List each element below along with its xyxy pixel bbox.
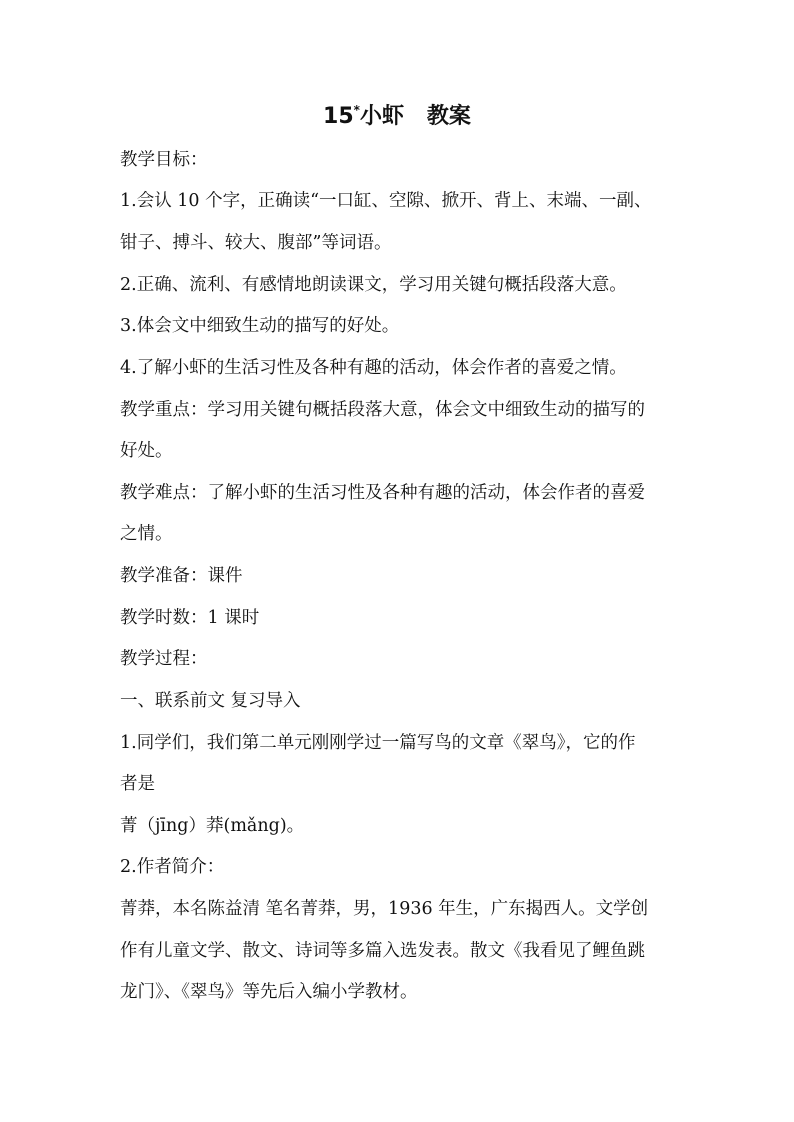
step-1-item-1-line-2: 者是 bbox=[120, 774, 155, 794]
objective-4: 4.了解小虾的生活习性及各种有趣的活动，体会作者的喜爱之情。 bbox=[120, 358, 627, 378]
key-points-line-2: 好处。 bbox=[120, 441, 173, 461]
section-heading-process: 教学过程： bbox=[120, 649, 208, 669]
step-1-item-1-line-1: 1.同学们，我们第二单元刚刚学过一篇写鸟的文章《翠鸟》，它的作 bbox=[120, 733, 636, 753]
author-intro-line-3: 龙门》、《翠鸟》等先后入编小学教材。 bbox=[120, 982, 418, 1002]
class-hours: 教学时数：1 课时 bbox=[120, 608, 260, 628]
preparation: 教学准备：课件 bbox=[120, 566, 243, 586]
key-points-line-1: 教学重点：学习用关键句概括段落大意，体会文中细致生动的描写的 bbox=[120, 400, 645, 420]
title-star: * bbox=[353, 103, 360, 117]
section-heading-objectives: 教学目标： bbox=[120, 150, 208, 170]
title-text: 小虾 教案 bbox=[359, 104, 471, 129]
author-name-pinyin: 菁（jīng）莽(mǎng)。 bbox=[120, 816, 305, 836]
document-title bbox=[0, 101, 794, 133]
author-intro-line-2: 作有儿童文学、散文、诗词等多篇入选发表。散文《我看见了鲤鱼跳 bbox=[120, 941, 645, 961]
author-intro-line-1: 菁莽，本名陈益清 笔名菁莽，男，1936 年生，广东揭西人。文学创 bbox=[120, 899, 649, 919]
title-number: 15 bbox=[323, 104, 354, 129]
objective-2: 2.正确、流利、有感情地朗读课文，学习用关键句概括段落大意。 bbox=[120, 275, 627, 295]
objective-1-line-1: 1.会认 10 个字，正确读“一口缸、空隙、掀开、背上、末端、一副、 bbox=[120, 191, 652, 211]
objective-3: 3.体会文中细致生动的描写的好处。 bbox=[120, 316, 400, 336]
objective-1-line-2: 钳子、搏斗、较大、腹部”等词语。 bbox=[120, 233, 392, 253]
difficulties-line-1: 教学难点：了解小虾的生活习性及各种有趣的活动，体会作者的喜爱 bbox=[120, 483, 645, 503]
difficulties-line-2: 之情。 bbox=[120, 524, 173, 544]
step-1-item-2-heading: 2.作者简介： bbox=[120, 857, 225, 877]
step-1-heading: 一、联系前文 复习导入 bbox=[120, 691, 301, 711]
